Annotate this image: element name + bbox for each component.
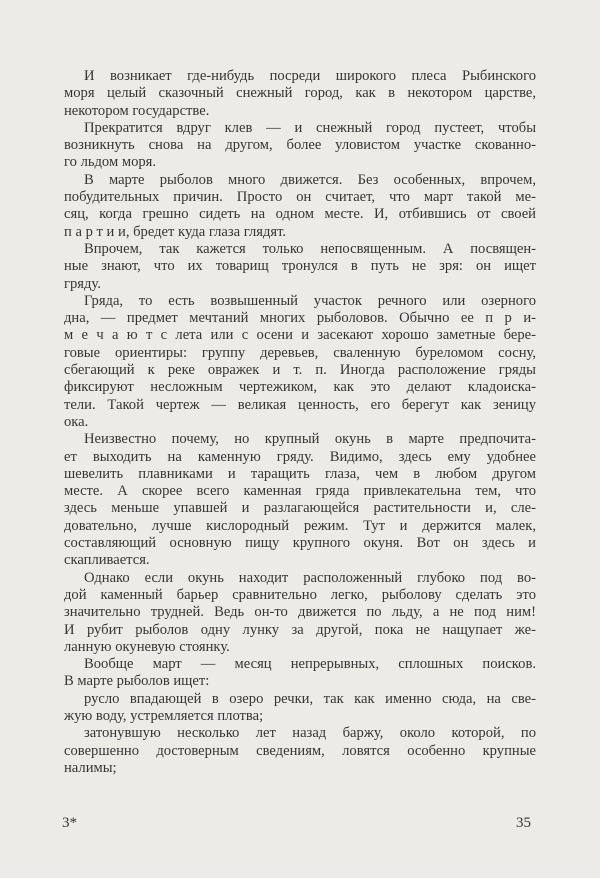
text-line: ные знают, что их товарищ тронулся в путь не зря: он ищет [64, 258, 536, 275]
text-line: ланную окуневую стоянку. [64, 638, 230, 655]
text-line: скапливается. [64, 552, 150, 569]
text-line: налимы; [64, 759, 117, 776]
text-line: русло впадающей в озеро речки, так как именно сюда, на све- [84, 690, 536, 707]
text-line: значительно трудней. Ведь он-то движется по льду, а не под ним! [64, 604, 536, 621]
text-line: Неизвестно почему, но крупный окунь в марте предпочита- [84, 431, 536, 448]
text-line: некотором государстве. [64, 102, 210, 119]
text-line: гряду. [64, 275, 101, 292]
text-line: совершенно достоверным сведениям, ловятся особенно крупные [64, 742, 536, 759]
text-line: месте. А скорее всего каменная гряда привлекательна тем, что [64, 483, 536, 500]
text-line: Прекратится вдруг клев — и снежный город пустеет, чтобы [84, 119, 536, 136]
paragraph [64, 120, 536, 172]
text-line: Однако если окунь находит расположенный глубоко под во- [84, 569, 536, 586]
text-line: ет выходить на каменную гряду. Видимо, здесь ему удобнее [64, 448, 536, 465]
text-line: дой каменный барьер сравнительно легко, рыболову сделать это [64, 586, 536, 603]
text-line: В марте рыболов много движется. Без особенных, впрочем, [84, 171, 536, 188]
text-line: Гряда, то есть возвышенный участок речного или озерного [84, 292, 536, 309]
page-body-text [64, 68, 536, 777]
text-line: В марте рыболов ищет: [64, 673, 210, 690]
paragraph [64, 68, 536, 120]
page-number: 35 [516, 815, 531, 831]
paragraph [64, 691, 536, 726]
text-line: моря целый сказочный снежный город, как в некотором царстве, [64, 85, 536, 102]
text-line: составляющий основную пищу крупного окуня. Вот он здесь и [64, 535, 536, 552]
text-line: Впрочем, так кажется только непосвященным. А посвящен- [84, 240, 536, 257]
text-line: И рубит рыболов одну лунку за другой, пока не нащупает же- [64, 621, 536, 638]
text-line: м е ч а ю т с лета или с осени и засекают хорошо заметные бере- [64, 327, 536, 344]
text-line: довательно, лучше кислородный режим. Тут и держится малек, [64, 517, 536, 534]
paragraph [64, 656, 536, 691]
paragraph [64, 431, 536, 569]
paragraph [64, 293, 536, 431]
text-line: го льдом моря. [64, 154, 157, 171]
text-line: сбегающий к реке овражек и т. п. Иногда расположение гряды [64, 362, 536, 379]
text-line: шевелить плавниками и таращить глаза, чем в любом другом [64, 465, 536, 482]
paragraph [64, 241, 536, 293]
text-line: сяц, когда грешно сидеть на одном месте. И, отбившись от своей [64, 206, 536, 223]
signature-mark: 3* [62, 815, 77, 831]
paragraph [64, 570, 536, 656]
text-line: фиксируют несложным чертежиком, как это делают кладоиска- [64, 379, 536, 396]
text-line: ока. [64, 413, 89, 430]
paragraph [64, 172, 536, 241]
text-line: возникнуть снова на другом, более уловистом участке скованно- [64, 137, 536, 154]
text-line: говые ориентиры: группу деревьев, сваленную буреломом сосну, [64, 344, 536, 361]
text-line: здесь меньше упавшей и разлагающейся растительности и, сле- [64, 500, 536, 517]
paragraph [64, 725, 536, 777]
text-line: тели. Такой чертеж — великая ценность, его берегут как зеницу [64, 396, 536, 413]
text-line: жую воду, устремляется плотва; [64, 707, 264, 724]
text-line: Вообще март — месяц непрерывных, сплошных поисков. [84, 656, 536, 673]
text-line: п а р т и и, бредет куда глаза глядят. [64, 223, 287, 240]
text-line: И возникает где-нибудь посреди широкого плеса Рыбинского [84, 68, 536, 84]
text-line: затонувшую несколько лет назад баржу, около которой, по [84, 725, 536, 742]
text-line: дна, — предмет мечтаний многих рыболовов. Обычно ее п р и- [64, 310, 536, 327]
text-line: побудительных причин. Просто он считает, что март такой ме- [64, 189, 536, 206]
